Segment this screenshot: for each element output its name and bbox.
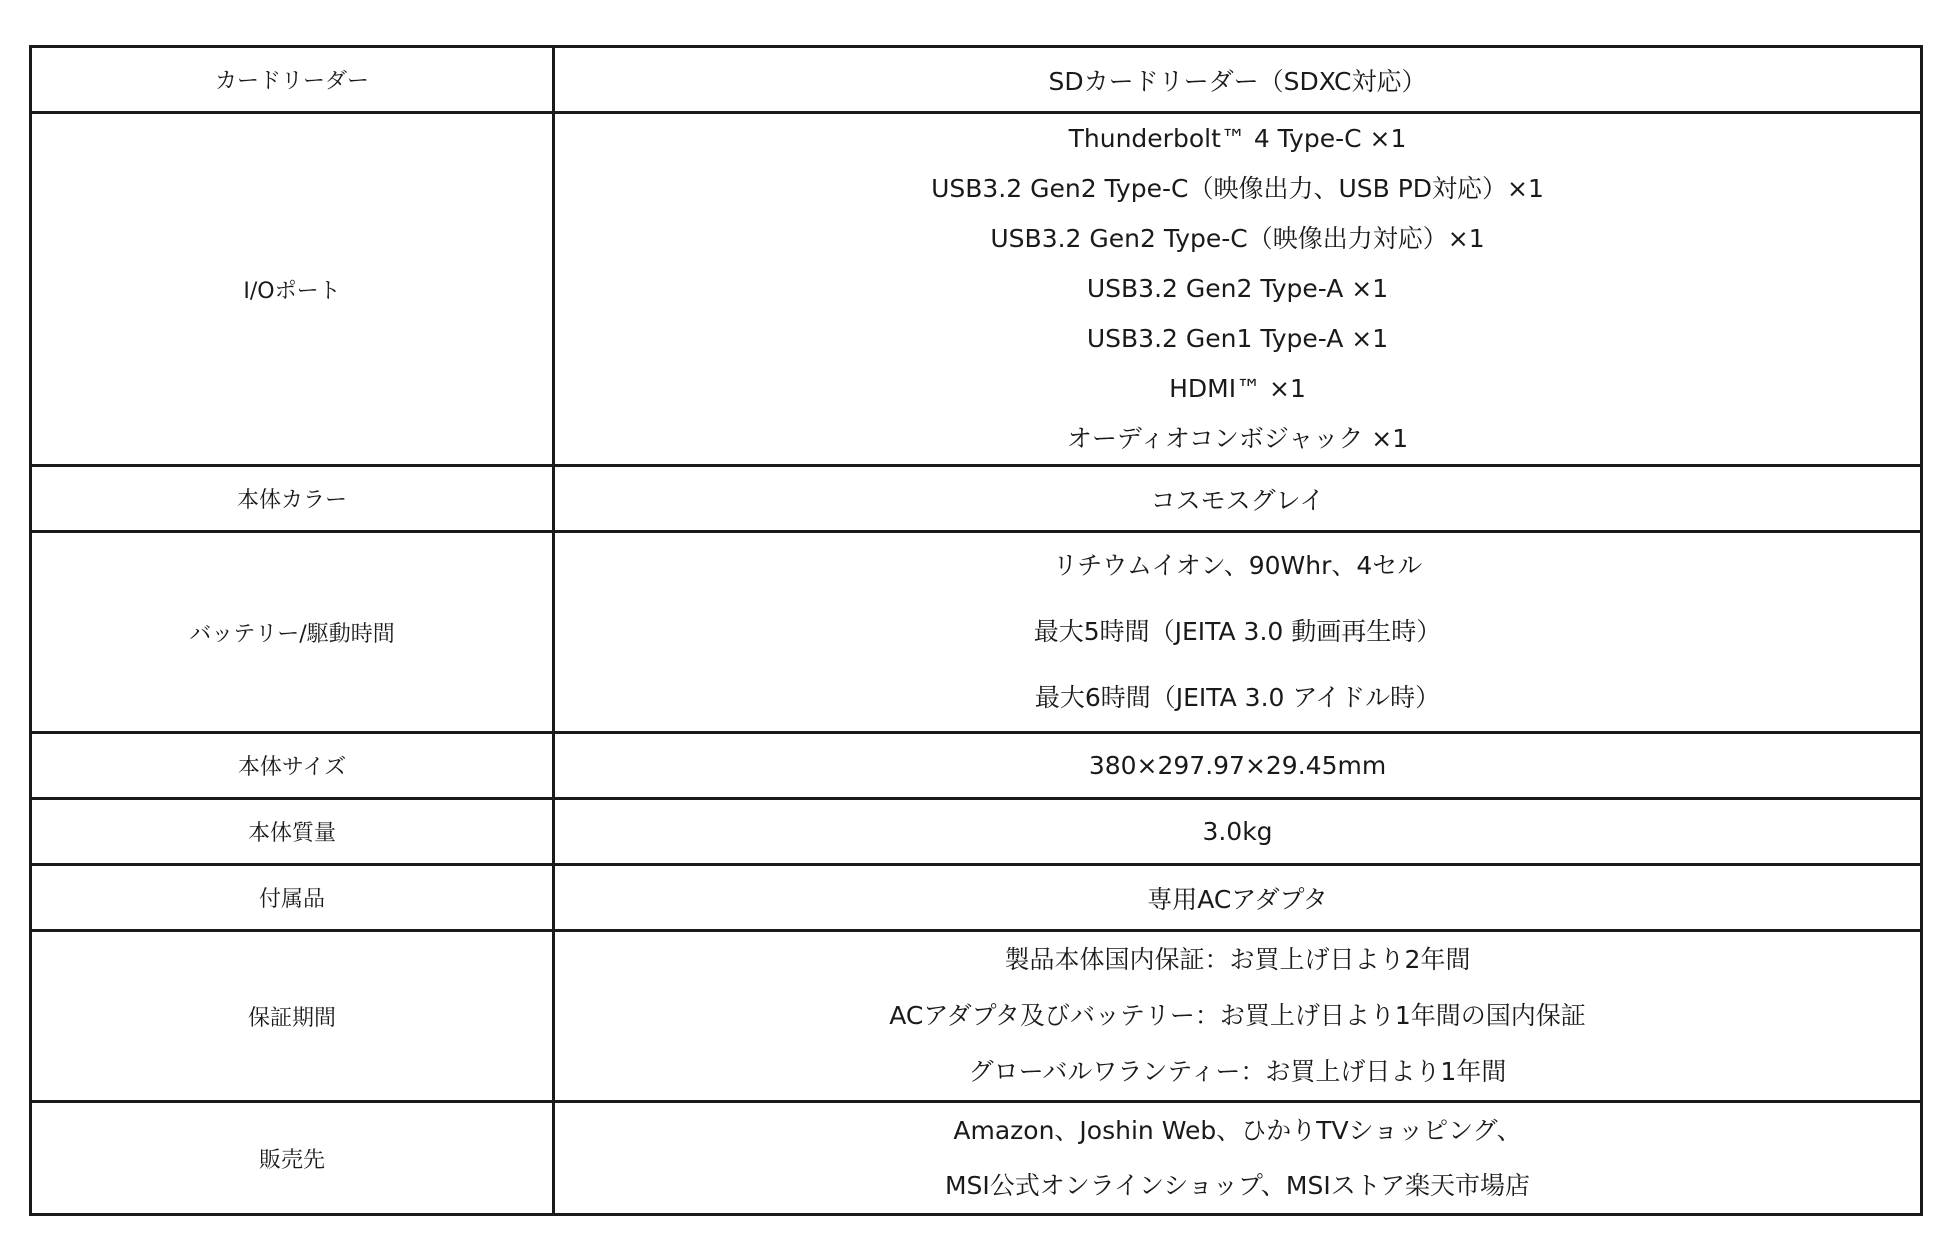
spec-value-line: 最大6時間（JEITA 3.0 アイドル時） [1034, 683, 1441, 712]
spec-value [554, 113, 1922, 466]
spec-value-line: USB3.2 Gen2 Type-C（映像出力対応）×1 [990, 224, 1485, 253]
spec-value-line: 製品本体国内保証：お買上げ日より2年間 [1004, 945, 1471, 974]
spec-row-accessories [31, 865, 1922, 931]
spec-value-line: 最大5時間（JEITA 3.0 動画再生時） [1033, 617, 1442, 646]
spec-value-line: コスモスグレイ [1150, 485, 1325, 515]
spec-value-line: リチウムイオン、90Whr、4セル [1052, 551, 1423, 580]
spec-row-retailers [31, 1102, 1922, 1215]
spec-label: 保証期間 [31, 931, 554, 1102]
spec-value-line: Amazon、Joshin Web、ひかりTVショッピング、 [953, 1116, 1522, 1145]
spec-value [554, 733, 1922, 799]
spec-value [554, 865, 1922, 931]
spec-label: 本体サイズ [31, 733, 554, 799]
spec-value-line: USB3.2 Gen2 Type-A ×1 [1086, 274, 1389, 303]
spec-value [554, 47, 1922, 113]
spec-table [29, 45, 1923, 1216]
spec-value-line: 3.0kg [1202, 817, 1273, 846]
spec-label: I/Oポート [31, 113, 554, 466]
spec-row-warranty [31, 931, 1922, 1102]
spec-value-line: HDMI™ ×1 [1169, 374, 1306, 403]
spec-label: 販売先 [31, 1102, 554, 1215]
spec-value [554, 799, 1922, 865]
spec-label: 本体カラー [31, 466, 554, 532]
spec-value-line: ACアダプタ及びバッテリー：お買上げ日より1年間の国内保証 [889, 1001, 1586, 1030]
spec-value-line: グローバルワランティー：お買上げ日より1年間 [968, 1057, 1507, 1086]
spec-value-line: USB3.2 Gen1 Type-A ×1 [1086, 324, 1389, 353]
spec-row-card-reader [31, 47, 1922, 113]
spec-value-line: USB3.2 Gen2 Type-C（映像出力、USB PD対応）×1 [931, 174, 1544, 203]
spec-value [554, 1102, 1922, 1215]
spec-value-line: 380×297.97×29.45mm [1088, 751, 1387, 780]
spec-value-line: Thunderbolt™ 4 Type-C ×1 [1068, 124, 1407, 153]
spec-row-body-color [31, 466, 1922, 532]
spec-value [554, 931, 1922, 1102]
spec-label: カードリーダー [31, 47, 554, 113]
spec-value-line: SDカードリーダー（SDXC対応） [1048, 66, 1427, 96]
spec-row-battery [31, 532, 1922, 733]
spec-label: 付属品 [31, 865, 554, 931]
spec-value [554, 532, 1922, 733]
spec-value [554, 466, 1922, 532]
spec-row-io-ports [31, 113, 1922, 466]
spec-row-body-weight [31, 799, 1922, 865]
spec-value-line: 専用ACアダプタ [1147, 884, 1328, 914]
spec-label: バッテリー/駆動時間 [31, 532, 554, 733]
spec-value-line: MSI公式オンラインショップ、MSIストア楽天市場店 [944, 1171, 1530, 1200]
spec-label: 本体質量 [31, 799, 554, 865]
spec-value-line: オーディオコンボジャック ×1 [1066, 424, 1409, 453]
spec-row-body-size [31, 733, 1922, 799]
